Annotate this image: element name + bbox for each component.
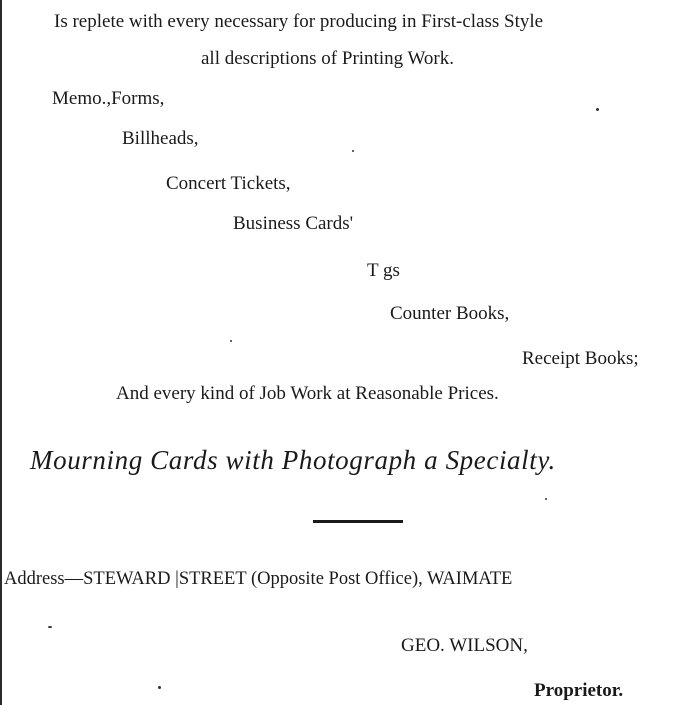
- item-concert-tickets: Concert Tickets,: [166, 173, 291, 194]
- print-speck: [545, 498, 547, 500]
- print-speck: [352, 150, 354, 152]
- closing-line: And every kind of Job Work at Reasonable Prices.: [116, 383, 499, 404]
- section-divider: [313, 520, 403, 523]
- item-receipt-books: Receipt Books;: [522, 348, 639, 369]
- item-memo-forms: Memo.,Forms,: [52, 88, 165, 109]
- item-counter-books: Counter Books,: [390, 303, 510, 324]
- print-speck: [230, 340, 232, 342]
- print-speck: [596, 108, 599, 111]
- address-line: Address—STEWARD |STREET (Opposite Post Office), WAIMATE: [4, 569, 513, 589]
- item-business-cards: Business Cards': [233, 213, 354, 234]
- proprietor-name: GEO. WILSON,: [401, 635, 528, 656]
- item-tags: T gs: [367, 260, 400, 281]
- intro-line-2: all descriptions of Printing Work.: [201, 48, 455, 69]
- proprietor-title: Proprietor.: [534, 680, 624, 701]
- item-billheads: Billheads,: [122, 128, 199, 149]
- page-border-rule: [0, 0, 2, 705]
- intro-line-1: Is replete with every necessary for producing in First-class Style: [54, 11, 544, 32]
- specialty-line: Mourning Cards with Photograph a Specialty.: [30, 445, 556, 475]
- print-speck: [48, 626, 52, 628]
- print-speck: [158, 686, 161, 689]
